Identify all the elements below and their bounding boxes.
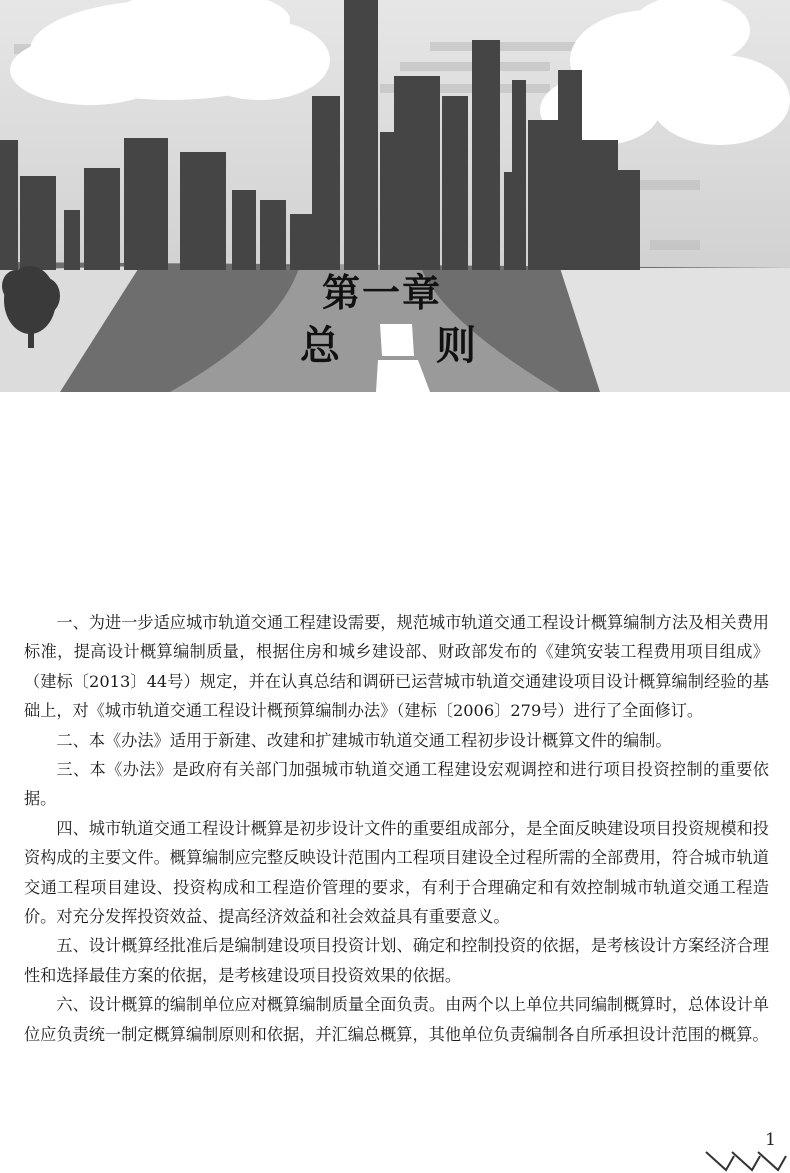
chapter-subtitle-right: 则 [436,323,476,369]
body-text [24,608,769,1049]
page-number: 1 [765,1130,776,1150]
chapter-subtitle-left: 总 [300,323,340,369]
chapter-banner-illustration [0,0,790,392]
paragraph-5: 五、设计概算经批准后是编制建设项目投资计划、确定和控制投资的依据，是考核设计方案经济合理性和选择最佳方案的依据，是考核建设项目投资效果的依据。 [24,936,769,985]
corner-decoration-icon [704,1148,790,1173]
road-marking [380,324,414,356]
paragraph-4: 四、城市轨道交通工程设计概算是初步设计文件的重要组成部分，是全面反映建设项目投资规模和投资构成的主要文件。概算编制应完整反映设计范围内工程项目建设全过程所需的全部费用，符合城市轨道交通工程项目建设、投资构成和工程造价管理的要求，有利于合理确定和有效控制城市轨道交通工程造价。对充分发挥投资效益、提高经济效益和社会效益具有重要意义。 [24,818,769,927]
ground-light-right [560,268,790,392]
paragraph-3: 三、本《办法》是政府有关部门加强城市轨道交通工程建设宏观调控和进行项目投资控制的重要依据。 [24,760,769,809]
paragraph-1: 一、为进一步适应城市轨道交通工程建设需要，规范城市轨道交通工程设计概算编制方法及相关费用标准，提高设计概算编制质量，根据住房和城乡建设部、财政部发布的《建筑安装工程费用项目组成》（建标〔2013〕44号）规定，并在认真总结和调研已运营城市轨道交通建设项目设计概算编制经验的基础上，对《城市轨道交通工程设计概预算编制办法》（建标〔2006〕279号）进行了全面修订。 [24,613,769,721]
paragraph-6: 六、设计概算的编制单位应对概算编制质量全面负责。由两个以上单位共同编制概算时，总体设计单位应负责统一制定概算编制原则和依据，并汇编总概算，其他单位负责编制各自所承担设计范围的概算。 [24,995,769,1044]
paragraph-2: 二、本《办法》适用于新建、改建和扩建城市轨道交通工程初步设计概算文件的编制。 [56,730,672,750]
chapter-title: 第一章 [322,271,443,315]
